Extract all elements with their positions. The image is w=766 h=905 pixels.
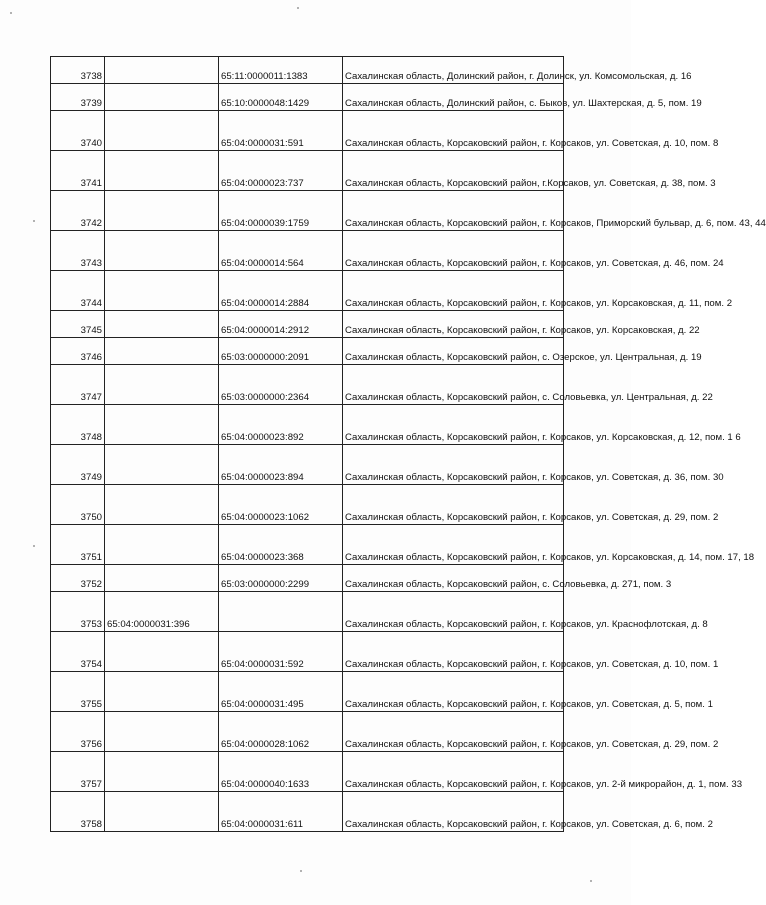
row-number: 3747 <box>51 365 105 405</box>
cadastral-number-secondary: 65:04:0000031:495 <box>219 672 343 712</box>
cadastral-number-secondary: 65:04:0000031:591 <box>219 111 343 151</box>
property-registry-table <box>50 56 766 832</box>
row-number: 3751 <box>51 525 105 565</box>
cadastral-number-secondary: 65:11:0000011:1383 <box>219 57 343 84</box>
cadastral-number-primary <box>105 191 219 231</box>
address-cell: Сахалинская область, Корсаковский район, г. Корсаков, ул. Корсаковская, д. 22 <box>343 311 564 338</box>
cadastral-number-primary <box>105 752 219 792</box>
address-cell: Сахалинская область, Корсаковский район, г. Корсаков, ул. Корсаковская, д. 14, пом. 17, 18 <box>343 525 564 565</box>
address-cell: Сахалинская область, Корсаковский район, г. Корсаков, ул. Советская, д. 6, пом. 2 <box>343 792 564 832</box>
cadastral-number-secondary: 65:04:0000023:892 <box>219 405 343 445</box>
cadastral-number-primary <box>105 672 219 712</box>
cadastral-number-secondary: 65:04:0000023:894 <box>219 445 343 485</box>
table-row <box>51 485 564 525</box>
row-number: 3757 <box>51 752 105 792</box>
scan-noise-speck <box>590 880 592 882</box>
cadastral-number-secondary: 65:03:0000000:2364 <box>219 365 343 405</box>
cadastral-number-primary <box>105 311 219 338</box>
row-number: 3756 <box>51 712 105 752</box>
table-row <box>51 84 564 111</box>
address-cell: Сахалинская область, Долинский район, с. Быков, ул. Шахтерская, д. 5, пом. 19 <box>343 84 564 111</box>
registry-table-body <box>51 57 766 832</box>
row-number: 3746 <box>51 338 105 365</box>
address-cell: Сахалинская область, Корсаковский район, г. Корсаков, ул. Корсаковская, д. 11, пом. 2 <box>343 271 564 311</box>
scan-noise-speck <box>297 7 299 9</box>
table-row <box>51 365 564 405</box>
table-row <box>51 672 564 712</box>
table-row <box>51 338 564 365</box>
cadastral-number-secondary: 65:04:0000014:2912 <box>219 311 343 338</box>
address-cell: Сахалинская область, Корсаковский район, г. Корсаков, ул. Краснофлотская, д. 8 <box>343 592 564 632</box>
cadastral-number-primary: 65:04:0000031:396 <box>105 592 219 632</box>
address-cell: Сахалинская область, Корсаковский район, г. Корсаков, ул. 2-й микрорайон, д. 1, пом. 33 <box>343 752 564 792</box>
table-row <box>51 111 564 151</box>
cadastral-number-secondary: 65:04:0000031:611 <box>219 792 343 832</box>
row-number: 3745 <box>51 311 105 338</box>
table-row <box>51 592 564 632</box>
cadastral-number-secondary: 65:04:0000039:1759 <box>219 191 343 231</box>
row-number: 3754 <box>51 632 105 672</box>
row-number: 3752 <box>51 565 105 592</box>
row-number: 3750 <box>51 485 105 525</box>
cadastral-number-primary <box>105 525 219 565</box>
cadastral-number-secondary: 65:04:0000023:368 <box>219 525 343 565</box>
row-number: 3743 <box>51 231 105 271</box>
row-number: 3749 <box>51 445 105 485</box>
row-number: 3753 <box>51 592 105 632</box>
table-row <box>51 405 564 445</box>
cadastral-number-secondary: 65:10:0000048:1429 <box>219 84 343 111</box>
scan-noise-speck <box>300 870 302 872</box>
row-number: 3758 <box>51 792 105 832</box>
address-cell: Сахалинская область, Корсаковский район, г. Корсаков, ул. Советская, д. 29, пом. 2 <box>343 712 564 752</box>
cadastral-number-primary <box>105 111 219 151</box>
row-number: 3738 <box>51 57 105 84</box>
cadastral-number-secondary: 65:03:0000000:2091 <box>219 338 343 365</box>
cadastral-number-primary <box>105 712 219 752</box>
cadastral-number-secondary: 65:04:0000028:1062 <box>219 712 343 752</box>
table-row <box>51 311 564 338</box>
cadastral-number-primary <box>105 84 219 111</box>
cadastral-number-primary <box>105 792 219 832</box>
table-row <box>51 792 564 832</box>
address-cell: Сахалинская область, Корсаковский район, с. Озерское, ул. Центральная, д. 19 <box>343 338 564 365</box>
cadastral-number-secondary: 65:04:0000031:592 <box>219 632 343 672</box>
table-row <box>51 271 564 311</box>
address-cell: Сахалинская область, Долинский район, г. Долинск, ул. Комсомольская, д. 16 <box>343 57 564 84</box>
cadastral-number-primary <box>105 231 219 271</box>
cadastral-number-primary <box>105 485 219 525</box>
address-cell: Сахалинская область, Корсаковский район, с. Соловьевка, ул. Центральная, д. 22 <box>343 365 564 405</box>
table-row <box>51 752 564 792</box>
cadastral-number-primary <box>105 565 219 592</box>
table-row <box>51 565 564 592</box>
cadastral-number-secondary: 65:03:0000000:2299 <box>219 565 343 592</box>
address-cell: Сахалинская область, Корсаковский район, г. Корсаков, Приморский бульвар, д. 6, пом. 43, 44 <box>343 191 564 231</box>
table-row <box>51 445 564 485</box>
cadastral-number-primary <box>105 338 219 365</box>
address-cell: Сахалинская область, Корсаковский район, г.Корсаков, ул. Советская, д. 38, пом. 3 <box>343 151 564 191</box>
cadastral-number-primary <box>105 445 219 485</box>
address-cell: Сахалинская область, Корсаковский район, г. Корсаков, ул. Советская, д. 10, пом. 1 <box>343 632 564 672</box>
row-number: 3742 <box>51 191 105 231</box>
cadastral-number-secondary <box>219 592 343 632</box>
row-number: 3748 <box>51 405 105 445</box>
scan-noise-speck <box>10 12 12 14</box>
cadastral-number-primary <box>105 151 219 191</box>
cadastral-number-secondary: 65:04:0000023:737 <box>219 151 343 191</box>
row-number: 3739 <box>51 84 105 111</box>
address-cell: Сахалинская область, Корсаковский район, г. Корсаков, ул. Советская, д. 10, пом. 8 <box>343 111 564 151</box>
row-number: 3740 <box>51 111 105 151</box>
cadastral-number-primary <box>105 405 219 445</box>
table-row <box>51 712 564 752</box>
address-cell: Сахалинская область, Корсаковский район, г. Корсаков, ул. Советская, д. 29, пом. 2 <box>343 485 564 525</box>
table-row <box>51 231 564 271</box>
address-cell: Сахалинская область, Корсаковский район, г. Корсаков, ул. Советская, д. 36, пом. 30 <box>343 445 564 485</box>
scan-noise-speck <box>33 545 35 547</box>
table-row <box>51 525 564 565</box>
table-row <box>51 57 564 84</box>
cadastral-number-primary <box>105 365 219 405</box>
table-row <box>51 191 564 231</box>
cadastral-number-primary <box>105 57 219 84</box>
scan-noise-speck <box>33 220 35 222</box>
cadastral-number-secondary: 65:04:0000014:2884 <box>219 271 343 311</box>
row-number: 3741 <box>51 151 105 191</box>
cadastral-number-primary <box>105 632 219 672</box>
row-number: 3744 <box>51 271 105 311</box>
address-cell: Сахалинская область, Корсаковский район, г. Корсаков, ул. Советская, д. 5, пом. 1 <box>343 672 564 712</box>
row-number: 3755 <box>51 672 105 712</box>
address-cell: Сахалинская область, Корсаковский район, г. Корсаков, ул. Советская, д. 46, пом. 24 <box>343 231 564 271</box>
table-row <box>51 632 564 672</box>
table-row <box>51 151 564 191</box>
cadastral-number-secondary: 65:04:0000040:1633 <box>219 752 343 792</box>
cadastral-number-secondary: 65:04:0000023:1062 <box>219 485 343 525</box>
cadastral-number-primary <box>105 271 219 311</box>
address-cell: Сахалинская область, Корсаковский район, с. Соловьевка, д. 271, пом. 3 <box>343 565 564 592</box>
cadastral-number-secondary: 65:04:0000014:564 <box>219 231 343 271</box>
address-cell: Сахалинская область, Корсаковский район, г. Корсаков, ул. Корсаковская, д. 12, пом. 1 6 <box>343 405 564 445</box>
